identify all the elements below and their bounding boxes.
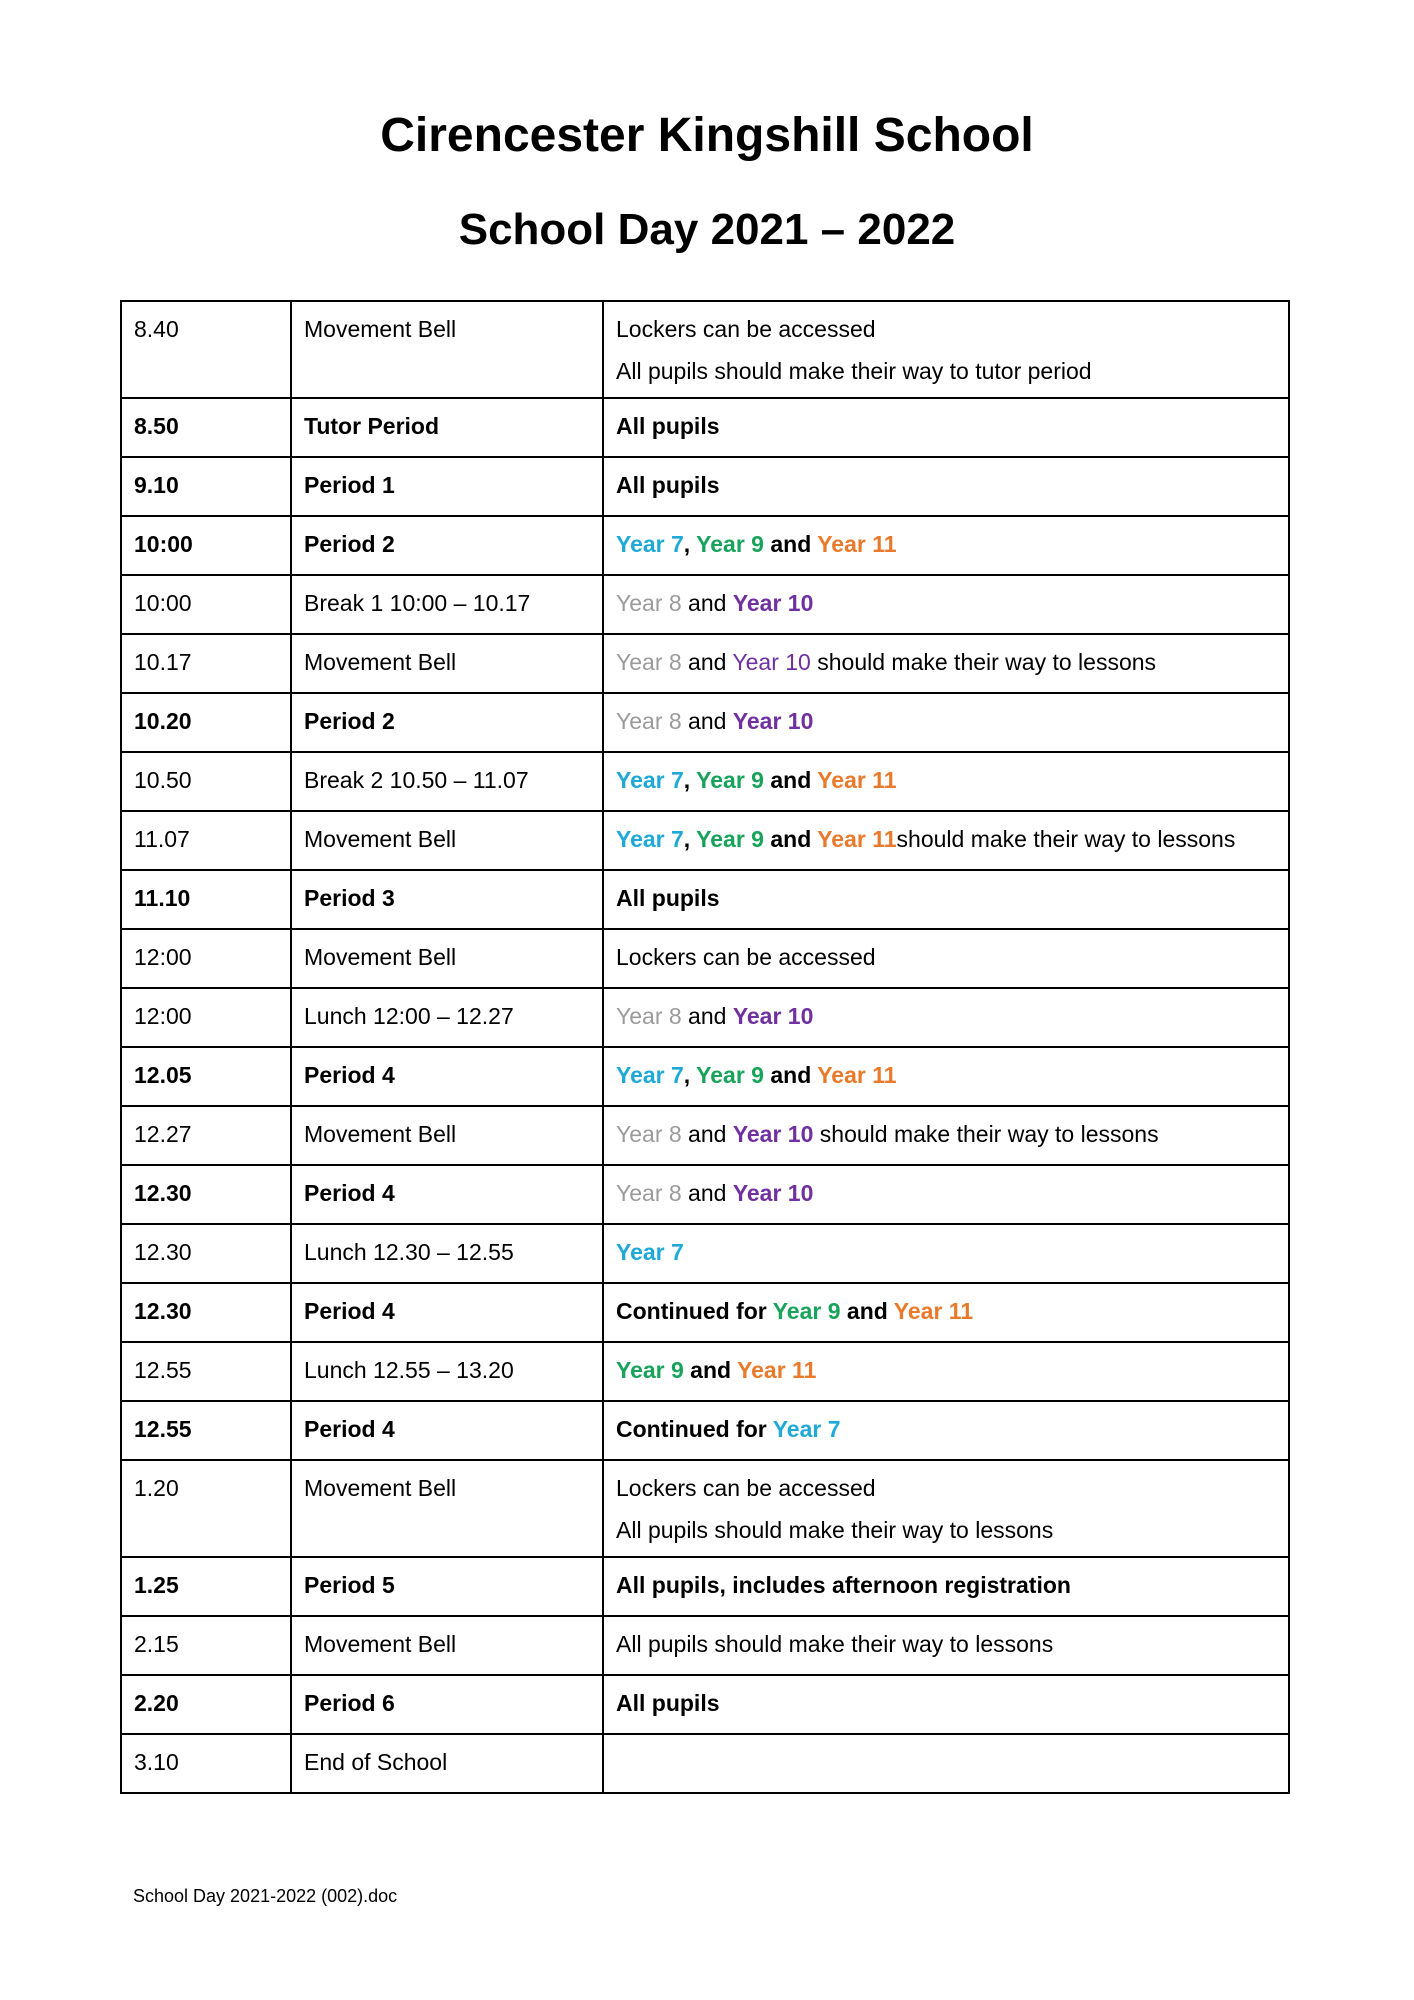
schedule-row	[121, 1047, 1289, 1106]
notes-cell	[603, 1342, 1289, 1401]
notes-line	[616, 1690, 720, 1716]
notes-text: and	[763, 767, 818, 793]
notes-cell	[603, 929, 1289, 988]
notes-line	[616, 708, 813, 734]
notes-cell	[603, 1616, 1289, 1675]
time-cell: 10.17	[121, 634, 291, 693]
notes-text: All pupils	[616, 472, 720, 498]
event-cell: Movement Bell	[291, 1616, 603, 1675]
notes-text: should make their way to lessons	[896, 826, 1236, 852]
notes-cell	[603, 516, 1289, 575]
year-group-label: Year 8	[616, 1003, 682, 1029]
time-cell: 12:00	[121, 988, 291, 1047]
notes-text: and	[681, 1180, 733, 1206]
notes-line	[616, 531, 897, 557]
time-cell: 10:00	[121, 516, 291, 575]
notes-cell	[603, 1283, 1289, 1342]
notes-text: Lockers can be accessed	[616, 316, 876, 342]
event-cell: Movement Bell	[291, 301, 603, 398]
notes-line	[616, 1631, 1053, 1657]
time-cell: 12:00	[121, 929, 291, 988]
schedule-table	[120, 300, 1290, 1794]
event-cell: Period 5	[291, 1557, 603, 1616]
year-group-label: Year 11	[893, 1298, 974, 1324]
notes-line	[616, 1357, 816, 1383]
notes-line	[616, 413, 720, 439]
time-cell: 11.10	[121, 870, 291, 929]
schedule-row	[121, 1557, 1289, 1616]
schedule-row	[121, 1401, 1289, 1460]
notes-text: should make their way to lessons	[813, 1121, 1159, 1147]
page-subtitle: School Day 2021 – 2022	[458, 205, 956, 254]
notes-cell	[603, 693, 1289, 752]
notes-line	[616, 885, 720, 911]
schedule-body	[121, 301, 1289, 1793]
event-cell: Lunch 12:00 – 12.27	[291, 988, 603, 1047]
notes-cell	[603, 1047, 1289, 1106]
year-group-label: Year 11	[817, 1062, 897, 1088]
event-cell: Period 4	[291, 1165, 603, 1224]
notes-text: and	[681, 590, 733, 616]
time-cell: 8.50	[121, 398, 291, 457]
notes-line	[616, 1416, 841, 1442]
year-group-label: Year 7	[616, 767, 684, 793]
time-cell: 10:00	[121, 575, 291, 634]
notes-cell	[603, 1557, 1289, 1616]
time-cell: 12.30	[121, 1224, 291, 1283]
schedule-row	[121, 1106, 1289, 1165]
year-group-label: Year 10	[732, 1121, 814, 1147]
notes-line	[616, 1239, 684, 1265]
notes-line	[616, 472, 720, 498]
event-cell: Lunch 12.30 – 12.55	[291, 1224, 603, 1283]
event-cell: Period 2	[291, 516, 603, 575]
schedule-row	[121, 811, 1289, 870]
notes-line	[616, 767, 897, 793]
notes-text: Lockers can be accessed	[616, 944, 876, 970]
notes-text: and	[763, 531, 818, 557]
notes-line	[616, 316, 876, 342]
schedule-row	[121, 634, 1289, 693]
schedule-row	[121, 1734, 1289, 1793]
year-group-label: Year 10	[732, 1180, 814, 1206]
event-cell: Period 1	[291, 457, 603, 516]
notes-text: and	[681, 1121, 733, 1147]
time-cell: 3.10	[121, 1734, 291, 1793]
time-cell: 1.25	[121, 1557, 291, 1616]
notes-line	[616, 1517, 1276, 1543]
time-cell: 2.20	[121, 1675, 291, 1734]
event-cell: Movement Bell	[291, 1460, 603, 1557]
year-group-label: Year 11	[817, 767, 897, 793]
event-cell: Tutor Period	[291, 398, 603, 457]
notes-cell	[603, 301, 1289, 398]
year-group-label: Year 7	[616, 1062, 684, 1088]
year-group-label: Year 10	[732, 1003, 814, 1029]
notes-line	[616, 358, 1276, 384]
notes-line	[616, 826, 1235, 852]
schedule-row	[121, 1675, 1289, 1734]
schedule-row	[121, 693, 1289, 752]
notes-text: All pupils	[616, 885, 720, 911]
notes-text: ,	[683, 767, 697, 793]
notes-cell	[603, 634, 1289, 693]
notes-cell	[603, 1165, 1289, 1224]
year-group-label: Year 10	[732, 649, 811, 675]
notes-text: should make their way to lessons	[810, 649, 1157, 675]
year-group-label: Year 9	[616, 1357, 684, 1383]
notes-text: and	[681, 1003, 733, 1029]
event-cell: Movement Bell	[291, 811, 603, 870]
notes-line	[616, 1298, 973, 1324]
notes-line	[616, 1180, 813, 1206]
schedule-row	[121, 1342, 1289, 1401]
year-group-label: Year 9	[696, 1062, 764, 1088]
year-group-label: Year 8	[616, 1180, 682, 1206]
notes-text: All pupils, includes afternoon registration	[616, 1572, 1071, 1598]
time-cell: 12.30	[121, 1165, 291, 1224]
schedule-row	[121, 516, 1289, 575]
year-group-label: Year 7	[616, 531, 684, 557]
notes-text: All pupils should make their way to tutor period	[616, 358, 1092, 384]
year-group-label: Year 7	[772, 1416, 841, 1442]
notes-cell	[603, 752, 1289, 811]
schedule-row	[121, 457, 1289, 516]
year-group-label: Year 11	[817, 531, 897, 557]
time-cell: 9.10	[121, 457, 291, 516]
notes-cell	[603, 398, 1289, 457]
page-title: Cirencester Kingshill School	[380, 109, 1034, 162]
year-group-label: Year 7	[616, 1239, 684, 1265]
time-cell: 12.55	[121, 1401, 291, 1460]
time-cell: 12.30	[121, 1283, 291, 1342]
notes-cell	[603, 575, 1289, 634]
event-cell: Break 2 10.50 – 11.07	[291, 752, 603, 811]
schedule-row	[121, 575, 1289, 634]
notes-line	[616, 1003, 813, 1029]
notes-line	[616, 1062, 897, 1088]
event-cell: Break 1 10:00 – 10.17	[291, 575, 603, 634]
notes-cell	[603, 1401, 1289, 1460]
year-group-label: Year 9	[772, 1298, 841, 1324]
footer-filename: School Day 2021-2022 (002).doc	[133, 1886, 398, 1906]
schedule-row	[121, 1283, 1289, 1342]
schedule-row	[121, 1224, 1289, 1283]
year-group-label: Year 11	[737, 1357, 817, 1383]
year-group-label: Year 9	[696, 826, 764, 852]
time-cell: 10.50	[121, 752, 291, 811]
event-cell: Period 4	[291, 1047, 603, 1106]
notes-text: ,	[683, 1062, 697, 1088]
year-group-label: Year 7	[616, 826, 684, 852]
notes-cell	[603, 870, 1289, 929]
notes-text: Continued for	[616, 1298, 773, 1324]
notes-text: Continued for	[616, 1416, 773, 1442]
schedule-row	[121, 301, 1289, 398]
notes-cell	[603, 1734, 1289, 1793]
notes-text: and	[840, 1298, 894, 1324]
event-cell: Period 4	[291, 1283, 603, 1342]
notes-text: All pupils should make their way to lessons	[616, 1631, 1054, 1657]
schedule-row	[121, 1165, 1289, 1224]
event-cell: Period 3	[291, 870, 603, 929]
notes-cell	[603, 1675, 1289, 1734]
time-cell: 12.05	[121, 1047, 291, 1106]
year-group-label: Year 8	[616, 708, 682, 734]
year-group-label: Year 10	[732, 590, 814, 616]
notes-text: All pupils	[616, 413, 720, 439]
notes-text: ,	[683, 531, 697, 557]
time-cell: 12.55	[121, 1342, 291, 1401]
schedule-row	[121, 1616, 1289, 1675]
schedule-row	[121, 1460, 1289, 1557]
notes-line	[616, 649, 1156, 675]
time-cell: 1.20	[121, 1460, 291, 1557]
notes-cell	[603, 1224, 1289, 1283]
time-cell: 2.15	[121, 1616, 291, 1675]
time-cell: 12.27	[121, 1106, 291, 1165]
notes-text: and	[763, 826, 818, 852]
notes-text: and	[763, 1062, 818, 1088]
time-cell: 10.20	[121, 693, 291, 752]
notes-cell	[603, 811, 1289, 870]
event-cell: Lunch 12.55 – 13.20	[291, 1342, 603, 1401]
event-cell: Movement Bell	[291, 929, 603, 988]
notes-line	[616, 1121, 1159, 1147]
schedule-row	[121, 929, 1289, 988]
notes-text: and	[681, 649, 733, 675]
year-group-label: Year 8	[616, 649, 682, 675]
event-cell: Period 2	[291, 693, 603, 752]
notes-line	[616, 944, 876, 970]
notes-cell	[603, 1460, 1289, 1557]
notes-cell	[603, 1106, 1289, 1165]
time-cell: 11.07	[121, 811, 291, 870]
notes-line	[616, 590, 813, 616]
notes-text: All pupils	[616, 1690, 720, 1716]
event-cell: Period 6	[291, 1675, 603, 1734]
notes-text: and	[683, 1357, 738, 1383]
event-cell: Movement Bell	[291, 1106, 603, 1165]
schedule-row	[121, 988, 1289, 1047]
notes-line	[616, 1572, 1071, 1598]
schedule-row	[121, 870, 1289, 929]
schedule-row	[121, 752, 1289, 811]
event-cell: Period 4	[291, 1401, 603, 1460]
year-group-label: Year 10	[732, 708, 814, 734]
notes-cell	[603, 988, 1289, 1047]
time-cell: 8.40	[121, 301, 291, 398]
notes-text: ,	[683, 826, 697, 852]
event-cell: End of School	[291, 1734, 603, 1793]
schedule-row	[121, 398, 1289, 457]
year-group-label: Year 8	[616, 1121, 682, 1147]
year-group-label: Year 9	[696, 531, 764, 557]
year-group-label: Year 11	[817, 826, 897, 852]
notes-text: All pupils should make their way to lessons	[616, 1517, 1054, 1543]
year-group-label: Year 9	[696, 767, 764, 793]
year-group-label: Year 8	[616, 590, 682, 616]
notes-text: Lockers can be accessed	[616, 1475, 876, 1501]
notes-line	[616, 1475, 876, 1501]
notes-text: and	[681, 708, 733, 734]
event-cell: Movement Bell	[291, 634, 603, 693]
notes-cell	[603, 457, 1289, 516]
